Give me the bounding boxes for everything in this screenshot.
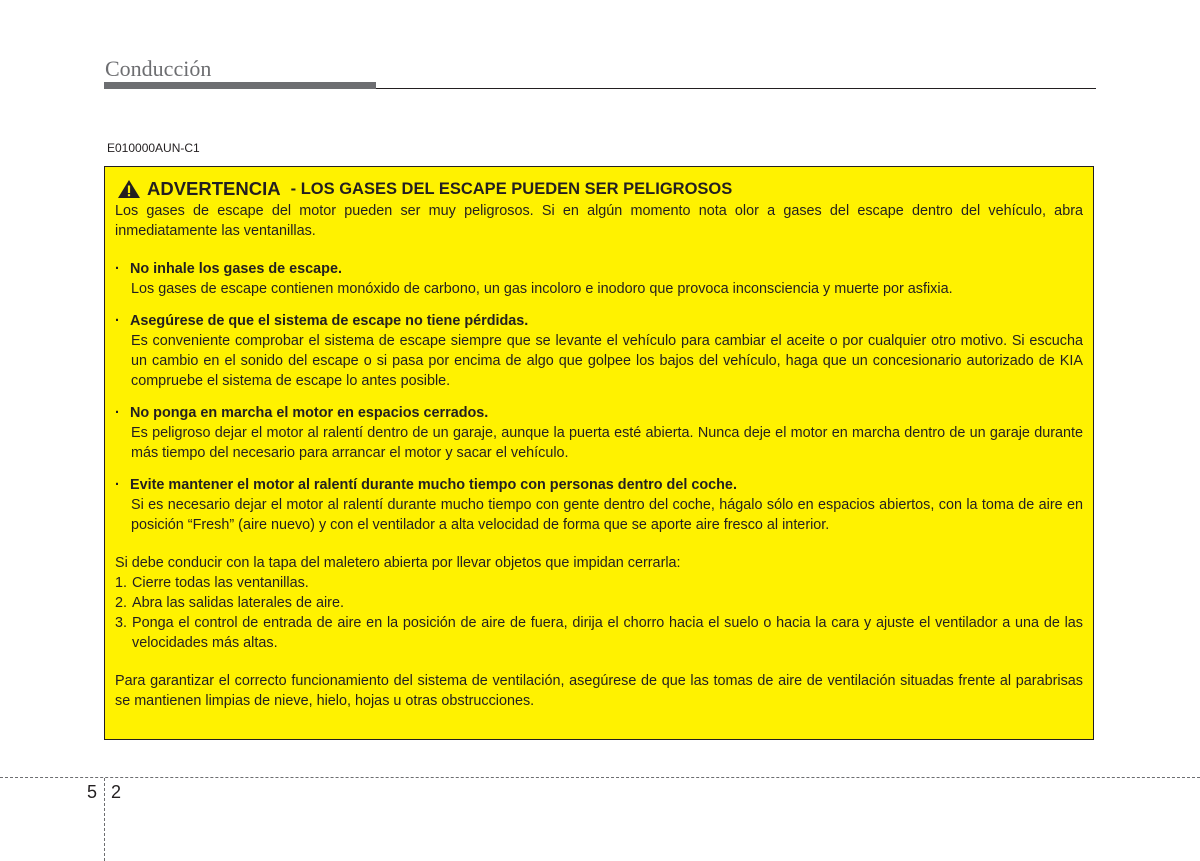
bullet-marker: · [115, 313, 120, 329]
bullet-heading: Evite mantener el motor al ralentí durante mucho tiempo con personas dentro del coche. [130, 477, 737, 493]
bullet-body: Es peligroso dejar el motor al ralentí dentro de un garaje, aunque la puerta esté abierta. Nunca deje el motor en marcha dentro de un garaje durante más tiempo del necesario para arrancar el motor y sacar el vehículo. [131, 425, 1083, 461]
step-number: 2. [115, 595, 128, 611]
step-number: 1. [115, 575, 128, 591]
closing-note: Para garantizar el correcto funcionamiento del sistema de ventilación, asegúrese de que las tomas de aire de ventilación situadas frente al parabrisas se mantienen limpias de nieve, hielo, hojas u otras obstrucciones. [115, 673, 1083, 709]
footer-divider [104, 778, 105, 861]
bullet-body: Es conveniente comprobar el sistema de escape siempre que se levante el vehículo para cambiar el aceite o por cualquier otro motivo. Si escucha un cambio en el sonido del escape o si pasa por encima de algo que golpee los bajos del vehículo, haga que un concesionario autorizado de KIA compruebe el sistema de escape lo antes posible. [131, 333, 1083, 389]
bullet-marker: · [115, 261, 120, 277]
page-number: 2 [111, 782, 122, 802]
bullet-item [115, 259, 1083, 299]
bullet-heading: No inhale los gases de escape. [130, 261, 342, 277]
step-text: Abra las salidas laterales de aire. [132, 595, 344, 611]
document-code: E010000AUN-C1 [107, 141, 200, 155]
warning-header [115, 179, 1083, 199]
bullet-marker: · [115, 477, 120, 493]
bullet-item [115, 311, 1083, 391]
page-section-title: Conducción [105, 56, 212, 81]
bullet-body: Si es necesario dejar el motor al ralentí durante mucho tiempo con gente dentro del coche, hágalo sólo en espacios abiertos, con la toma de aire en posición “Fresh” (aire nuevo) y con el ventilador a alta velocidad de forma que se aporte aire fresco al interior. [131, 497, 1083, 533]
step-number: 3. [115, 615, 128, 631]
warning-intro: Los gases de escape del motor pueden ser muy peligrosos. Si en algún momento nota olor a gases del escape dentro del vehículo, abra inmediatamente las ventanillas. [115, 203, 1083, 239]
bullet-item [115, 475, 1083, 535]
bullet-heading: Asegúrese de que el sistema de escape no tiene pérdidas. [130, 313, 529, 329]
bullet-heading: No ponga en marcha el motor en espacios cerrados. [130, 405, 489, 421]
step-text: Cierre todas las ventanillas. [132, 575, 309, 591]
warning-subtitle: - LOS GASES DEL ESCAPE PUEDEN SER PELIGROSOS [290, 180, 733, 198]
warning-triangle-icon [117, 179, 141, 199]
footer-rule [0, 777, 1200, 778]
warning-title: ADVERTENCIA [147, 178, 281, 199]
step-item [115, 573, 1083, 593]
bullet-item [115, 403, 1083, 463]
header-rule [376, 88, 1096, 89]
step-item [115, 593, 1083, 613]
trunk-intro: Si debe conducir con la tapa del maletero abierta por llevar objetos que impidan cerrarla: [115, 555, 681, 571]
warning-box [104, 166, 1094, 740]
step-item [115, 613, 1083, 653]
step-text: Ponga el control de entrada de aire en la posición de aire de fuera, dirija el chorro hacia el suelo o hacia la cara y ajuste el ventilador a una de las velocidades más altas. [132, 615, 1083, 651]
bullet-marker: · [115, 405, 120, 421]
bullet-body: Los gases de escape contienen monóxido de carbono, un gas incoloro e inodoro que provoca inconsciencia y muerte por asfixia. [131, 281, 953, 297]
page-section-number: 5 [87, 782, 98, 802]
header-accent-bar [104, 82, 376, 89]
